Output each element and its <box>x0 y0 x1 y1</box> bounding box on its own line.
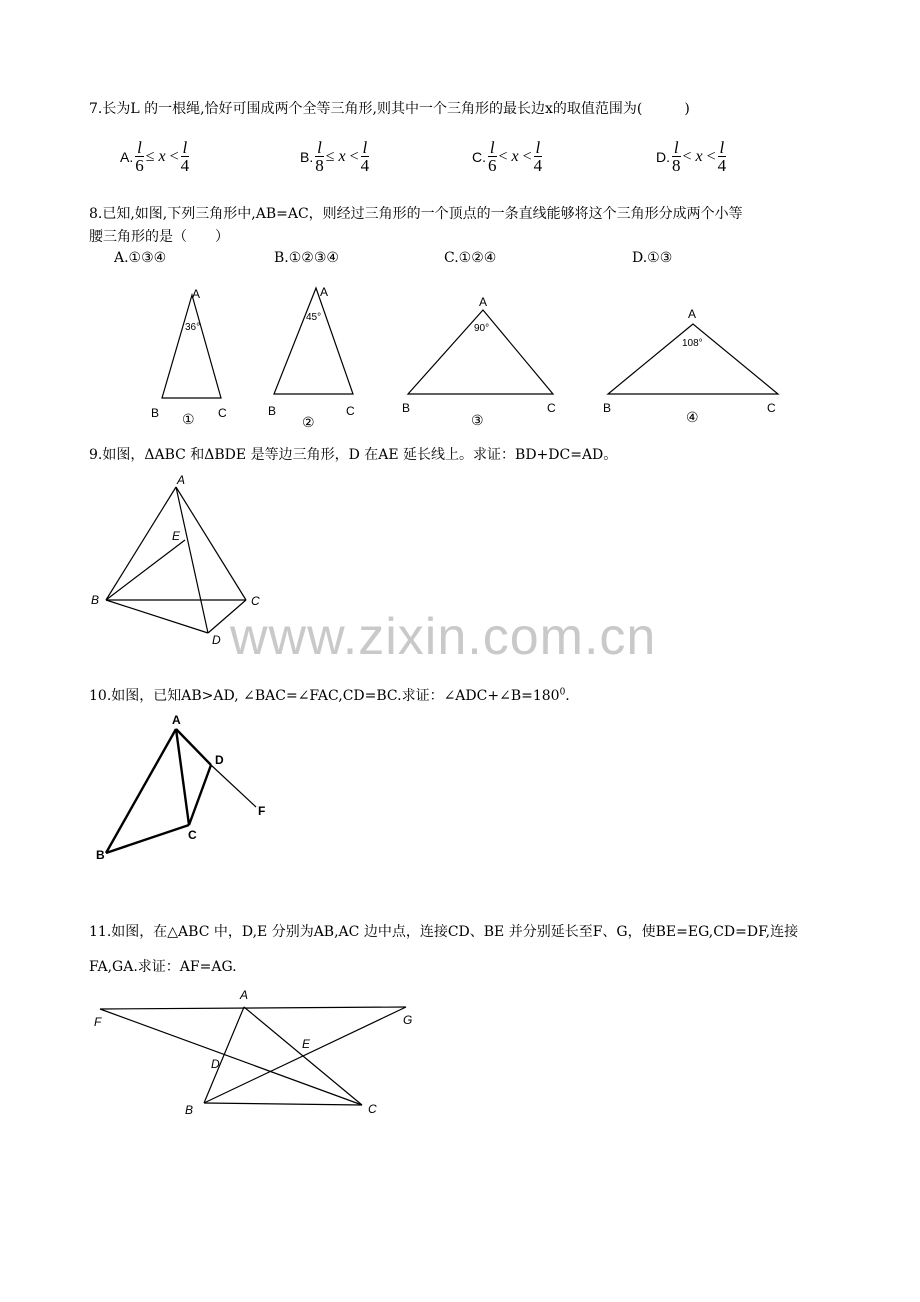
angle-label-4: 108° <box>682 338 703 349</box>
q9-vertex-b: B <box>91 593 100 607</box>
relation: < <box>349 147 359 165</box>
fraction-right: $\frac{l}{4}$ <box>180 138 190 175</box>
fraction-right: $\frac{l}{4}$ <box>360 138 370 175</box>
figure-number-1: ① <box>182 411 195 427</box>
watermark: www.zixin.com.cn <box>230 608 657 666</box>
angle-label-3: 90° <box>474 323 490 334</box>
q8-line2: 腰三角形的是（ ） <box>89 229 229 245</box>
vertex-c-2: C <box>346 404 355 418</box>
vertex-b-2: B <box>268 404 277 418</box>
q8-option-d[interactable]: D.①③ <box>632 250 673 266</box>
fraction-left: $\frac{l}{8}$ <box>315 138 324 175</box>
variable: x <box>511 147 519 165</box>
vertex-b-4: B <box>603 401 612 415</box>
vertex-c-1: C <box>218 406 227 420</box>
figure-number-4: ④ <box>686 409 699 425</box>
option-label: A. <box>120 148 134 165</box>
vertex-a-1: A <box>192 287 201 301</box>
variable: x <box>695 147 703 165</box>
vertex-a-2: A <box>320 285 329 299</box>
q11-line2: FA,GA.求证：AF=AG. <box>89 959 237 975</box>
vertex-b-1: B <box>151 406 160 420</box>
q9-vertex-e: E <box>172 529 181 543</box>
relation: < <box>706 147 716 165</box>
fraction-right: $\frac{l}{4}$ <box>533 138 543 175</box>
q9-vertex-d: D <box>212 633 221 647</box>
q10-text-end: . <box>565 688 570 704</box>
q11-vertex-f: F <box>94 1015 102 1029</box>
q8-option-c[interactable]: C.①②④ <box>444 250 497 266</box>
q11-vertex-c: C <box>368 1102 377 1116</box>
q10-text-sup: 0 <box>559 687 566 698</box>
q11-vertex-b: B <box>185 1103 194 1117</box>
relation: ≤ <box>325 147 335 165</box>
variable: x <box>158 147 166 165</box>
angle-label-1: 36° <box>185 322 201 333</box>
q10-vertex-d: D <box>215 753 224 767</box>
q9-text: 9.如图，ΔABC 和ΔBDE 是等边三角形，D 在AE 延长线上。求证：BD+DC=AD。 <box>89 447 618 463</box>
figure-number-2: ② <box>302 414 315 430</box>
q8-option-a[interactable]: A.①③④ <box>114 250 167 266</box>
option-label: C. <box>472 148 486 165</box>
q8-line1: 8.已知,如图,下列三角形中,AB=AC，则经过三角形的一个顶点的一条直线能够将这个三角形分成两个小等 <box>89 206 743 222</box>
q11-line1: 11.如图，在△ABC 中，D,E 分别为AB,AC 边中点，连接CD、BE 并分别延长至F、G，使BE=EG,CD=DF,连接 <box>89 924 799 940</box>
relation: < <box>498 147 508 165</box>
relation: ≤ <box>145 147 155 165</box>
q11-vertex-d: D <box>211 1057 220 1071</box>
q10-vertex-a: A <box>172 713 181 727</box>
q8-option-b[interactable]: B.①②③④ <box>274 250 339 266</box>
relation: < <box>682 147 692 165</box>
vertex-a-4: A <box>688 307 697 321</box>
option-label: D. <box>656 148 670 165</box>
figure-number-3: ③ <box>471 412 484 428</box>
q10-vertex-b: B <box>96 848 105 862</box>
fraction-left: $\frac{l}{6}$ <box>488 138 497 175</box>
fraction-left: $\frac{l}{8}$ <box>672 138 681 175</box>
vertex-a-3: A <box>479 295 488 309</box>
q9-vertex-a: A <box>177 473 186 487</box>
q10-text-main: 10.如图，已知AB>AD, ∠BAC=∠FAC,CD=BC.求证：∠ADC+∠B=180 <box>89 688 560 704</box>
angle-label-2: 45° <box>306 312 322 323</box>
option-label: B. <box>300 148 314 165</box>
fraction-left: $\frac{l}{6}$ <box>135 138 144 175</box>
relation: < <box>169 147 179 165</box>
fraction-right: $\frac{l}{4}$ <box>717 138 727 175</box>
q11-vertex-g: G <box>403 1013 413 1027</box>
q11-vertex-a: A <box>240 988 249 1002</box>
vertex-b-3: B <box>402 401 411 415</box>
vertex-c-4: C <box>767 401 776 415</box>
q10-vertex-f: F <box>258 804 266 818</box>
q10-vertex-c: C <box>188 828 197 842</box>
variable: x <box>338 147 346 165</box>
q9-vertex-c: C <box>251 594 260 608</box>
q7-text: 7.长为L 的一根绳,恰好可围成两个全等三角形,则其中一个三角形的最长边x的取值范围为( ) <box>89 101 690 117</box>
q11-vertex-e: E <box>302 1037 311 1051</box>
relation: < <box>522 147 532 165</box>
vertex-c-3: C <box>547 401 556 415</box>
